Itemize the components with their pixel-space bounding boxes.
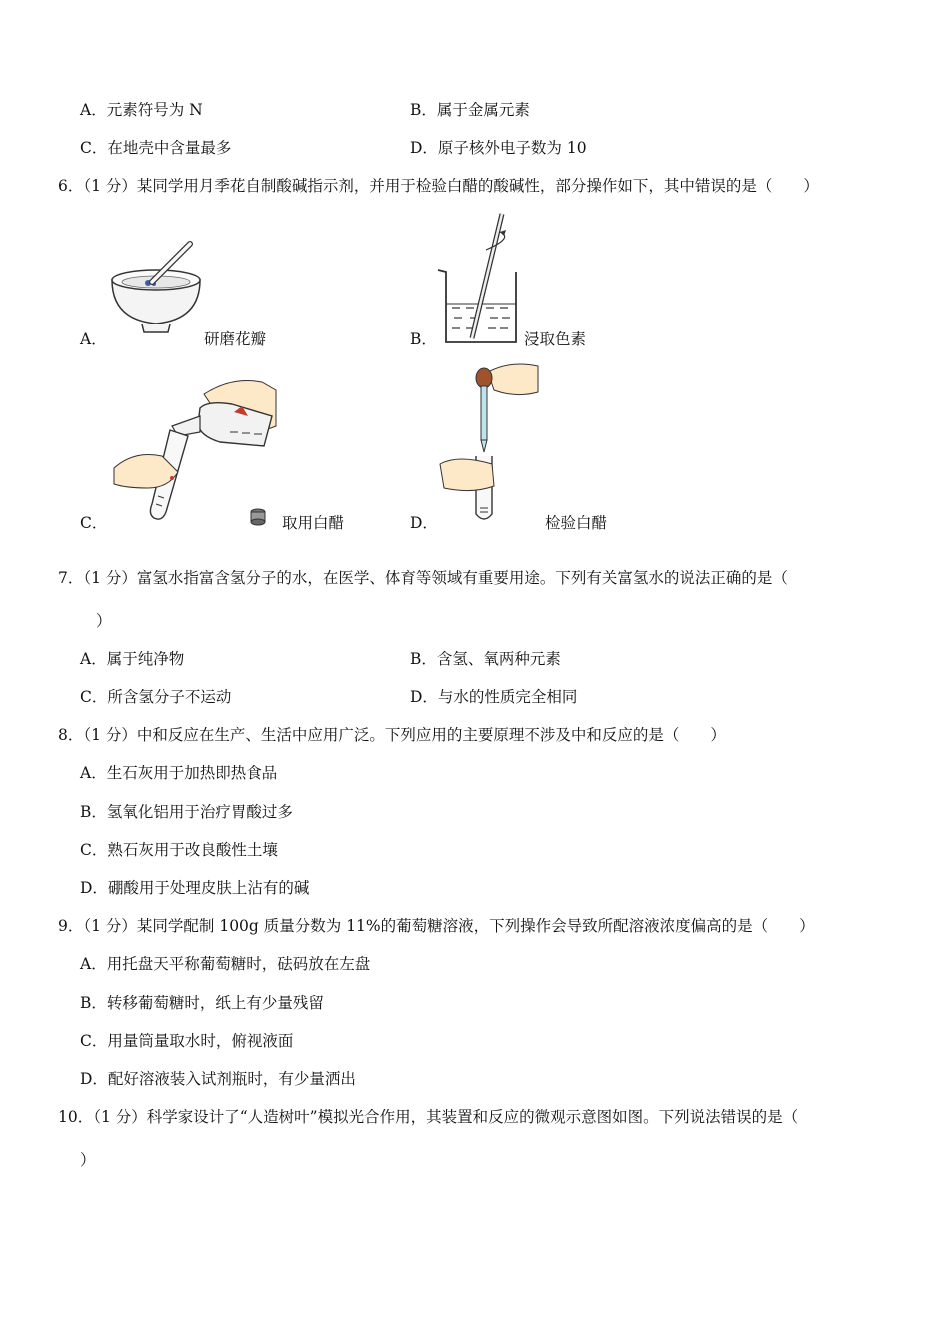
q5-option-d: D．原子核外电子数为 10: [410, 139, 587, 157]
q6-option-c-caption: 取用白醋: [282, 514, 345, 532]
q8-option-d: D．硼酸用于处理皮肤上沾有的碱: [80, 879, 310, 897]
q5-option-c: C．在地壳中含量最多: [80, 139, 232, 157]
q6-stem: 6．（1 分）某同学用月季花自制酸碱指示剂，并用于检验白醋的酸碱性，部分操作如下，其中错误的是（ ）: [58, 177, 819, 195]
beaker-stirring-rod-icon: [434, 210, 524, 345]
q8-option-a: A．生石灰用于加热即热食品: [80, 764, 278, 782]
q8-option-c: C．熟石灰用于改良酸性土壤: [80, 841, 278, 859]
q9-option-a: A．用托盘天平称葡萄糖时，砝码放在左盘: [80, 955, 371, 973]
q7-option-b: B．含氢、氧两种元素: [410, 650, 561, 668]
q7-stem: 7．（1 分）富氢水指富含氢分子的水，在医学、体育等领域有重要用途。下列有关富氢水的说法正确的是（: [58, 569, 788, 587]
q6-option-d-caption: 检验白醋: [545, 514, 608, 532]
q6-option-b-caption: 浸取色素: [524, 330, 587, 348]
q10-stem-end: ）: [80, 1151, 96, 1169]
q8-stem: 8．（1 分）中和反应在生产、生活中应用广泛。下列应用的主要原理不涉及中和反应的是（ ）: [58, 726, 726, 744]
q8-option-b: B．氢氧化铝用于治疗胃酸过多: [80, 803, 293, 821]
dropper-into-test-tube-icon: [436, 360, 546, 530]
q10-stem: 10．（1 分）科学家设计了“人造树叶”模拟光合作用，其装置和反应的微观示意图如图。下列说法错误的是（: [58, 1108, 799, 1126]
q6-option-a-letter: A．: [80, 330, 107, 348]
q6-option-b-letter: B．: [410, 330, 437, 348]
q9-stem: 9．（1 分）某同学配制 100g 质量分数为 11%的葡萄糖溶液，下列操作会导致所配溶液浓度偏高的是（ ）: [58, 917, 815, 935]
q9-option-c: C．用量筒量取水时，俯视液面: [80, 1032, 294, 1050]
q5-option-a: A．元素符号为 N: [80, 101, 203, 119]
q9-option-b: B．转移葡萄糖时，纸上有少量残留: [80, 994, 324, 1012]
q5-option-b: B．属于金属元素: [410, 101, 530, 119]
q9-option-d: D．配好溶液装入试剂瓶时，有少量洒出: [80, 1070, 356, 1088]
q7-option-a: A．属于纯净物: [80, 650, 185, 668]
pouring-into-test-tube-icon: [112, 376, 280, 528]
q6-option-a-caption: 研磨花瓣: [204, 330, 267, 348]
mortar-pestle-icon: [108, 238, 204, 338]
q7-option-c: C．所含氢分子不运动: [80, 688, 232, 706]
q7-stem-end: ）: [96, 612, 112, 630]
q7-option-d: D．与水的性质完全相同: [410, 688, 578, 706]
q6-option-c-letter: C．: [80, 514, 108, 532]
q6-option-d-letter: D．: [410, 514, 438, 532]
